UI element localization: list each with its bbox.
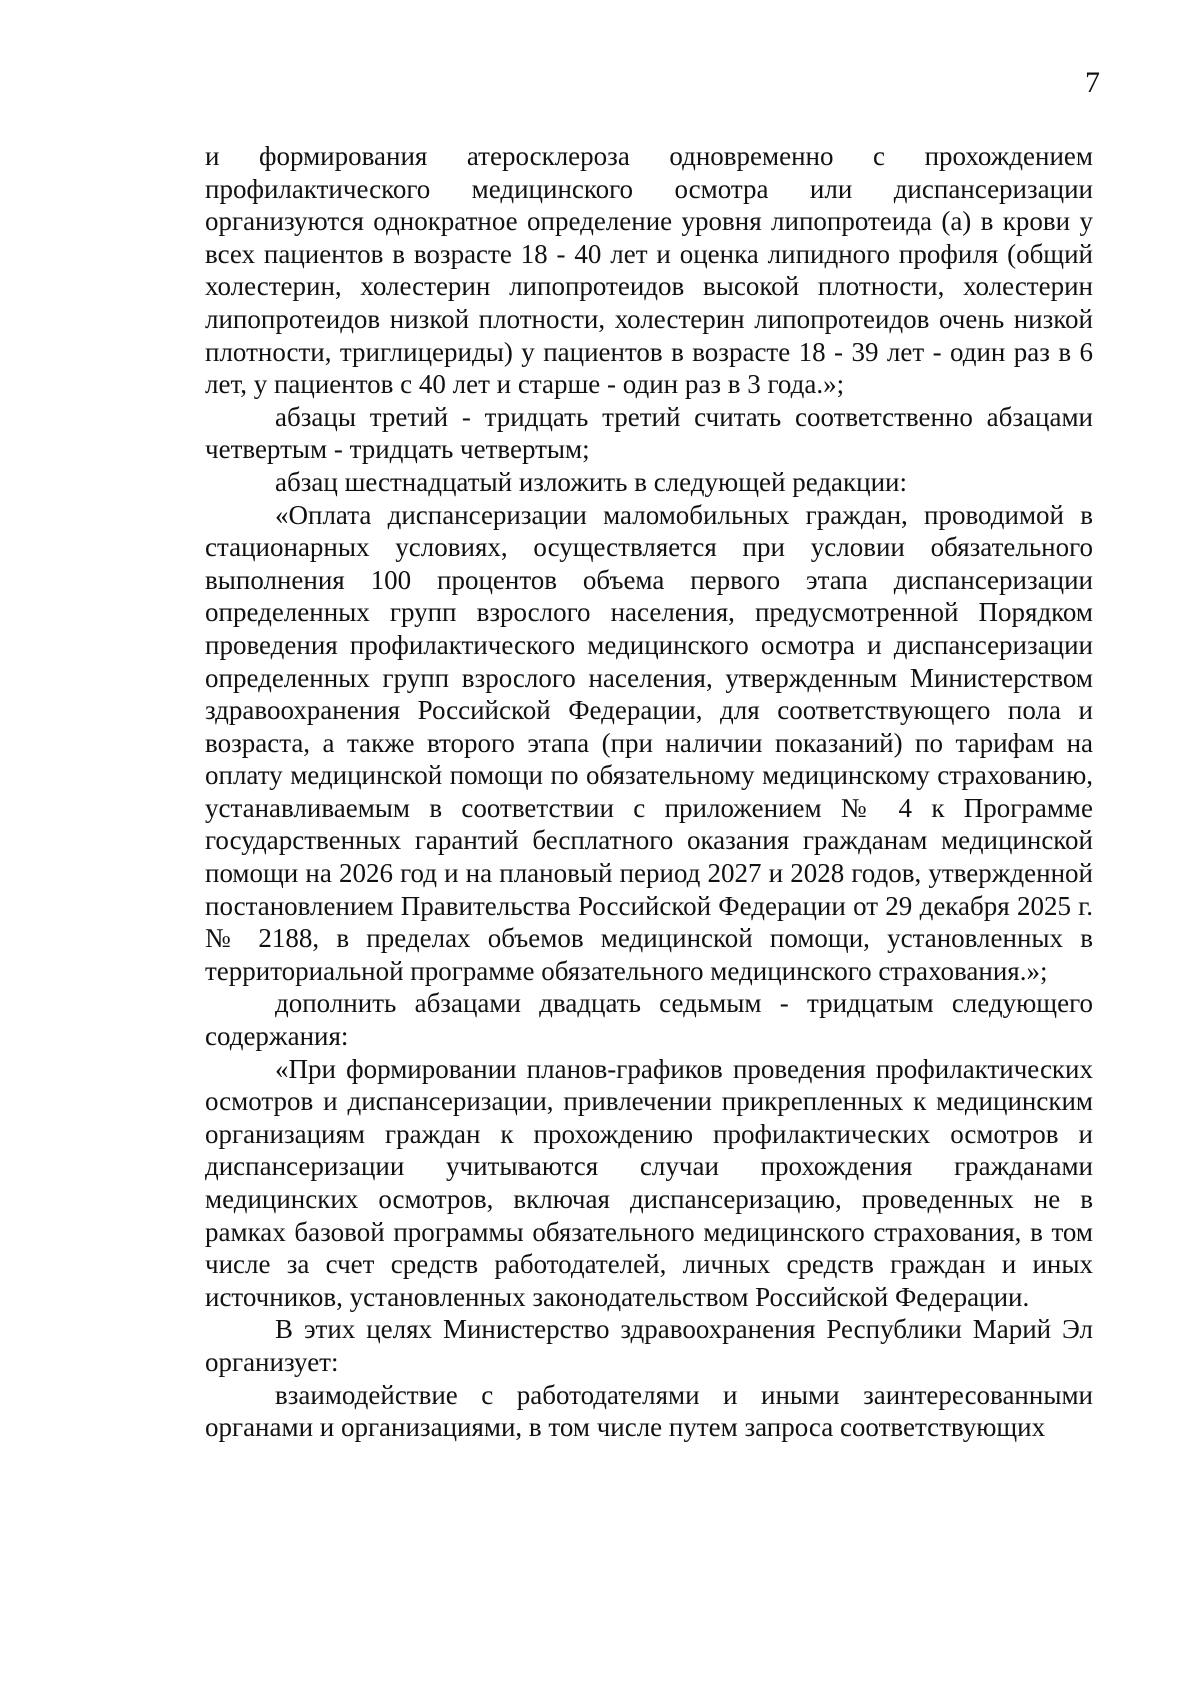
paragraph-5: дополнить абзацами двадцать седьмым - тридцатым следующего содержания:: [205, 988, 1093, 1052]
paragraph-7: В этих целях Министерство здравоохранения Республики Марий Эл организует:: [205, 1314, 1093, 1377]
page-number: 7: [1085, 66, 1100, 99]
paragraph-3: абзац шестнадцатый изложить в следующей редакции:: [275, 466, 908, 497]
paragraph-1: и формирования атеросклероза одновременно с прохождением профилактического медицинского осмотра или диспансеризации организуются однократное определение уровня липопротеида (а) в крови у всех пациентов в возрасте 18 - 40 лет и оценка липидного профиля (общий холестерин, холестерин липопротеидов высокой плотности, холестерин липопротеидов низкой плотности, холестерин липопротеидов очень низкой плотности, триглицериды) у пациентов в возрасте 18 - 39 лет - один раз в 6 лет, у пациентов с 40 лет и старше - один раз в 3 года.»;: [205, 141, 1093, 400]
paragraph-8: взаимодействие с работодателями и иными заинтересованными органами и организациями, в том числе путем запроса соответствующих: [205, 1379, 1093, 1443]
paragraph-4: «Оплата диспансеризации маломобильных граждан, проводимой в стационарных условиях, осуществляется при условии обязательного выполнения 100 процентов объема первого этапа диспансеризации определенных групп взрослого населения, предусмотренной Порядком проведения профилактического медицинского осмотра и диспансеризации определенных групп взрослого населения, утвержденным Министерством здравоохранения Российской Федерации, для соответствующего пола и возраста, а также второго этапа (при наличии показаний) по тарифам на оплату медицинской помощи по обязательному медицинскому страхованию, устанавливаемым в соответствии с приложением № 4 к Программе государственных гарантий бесплатного оказания гражданам медицинской помощи на 2026 год и на плановый период 2027 и 2028 годов, утвержденной постановлением Правительства Российской Федерации от 29 декабря 2025 г. № 2188, в пределах объемов медицинской помощи, установленных в территориальной программе обязательного медицинского страхования.»;: [205, 499, 1093, 986]
document-body: [205, 140, 1093, 1444]
paragraph-6: «При формировании планов-графиков проведения профилактических осмотров и диспансеризации, привлечении прикрепленных к медицинским организациям граждан к прохождению профилактических осмотров и диспансеризации учитываются случаи прохождения гражданами медицинских осмотров, включая диспансеризацию, проведенных не в рамках базовой программы обязательного медицинского страхования, в том числе за счет средств работодателей, личных средств граждан и иных источников, установленных законодательством Российской Федерации.: [205, 1053, 1093, 1312]
paragraph-2: абзацы третий - тридцать третий считать соответственно абзацами четвертым - тридцать четвертым;: [205, 401, 1093, 465]
